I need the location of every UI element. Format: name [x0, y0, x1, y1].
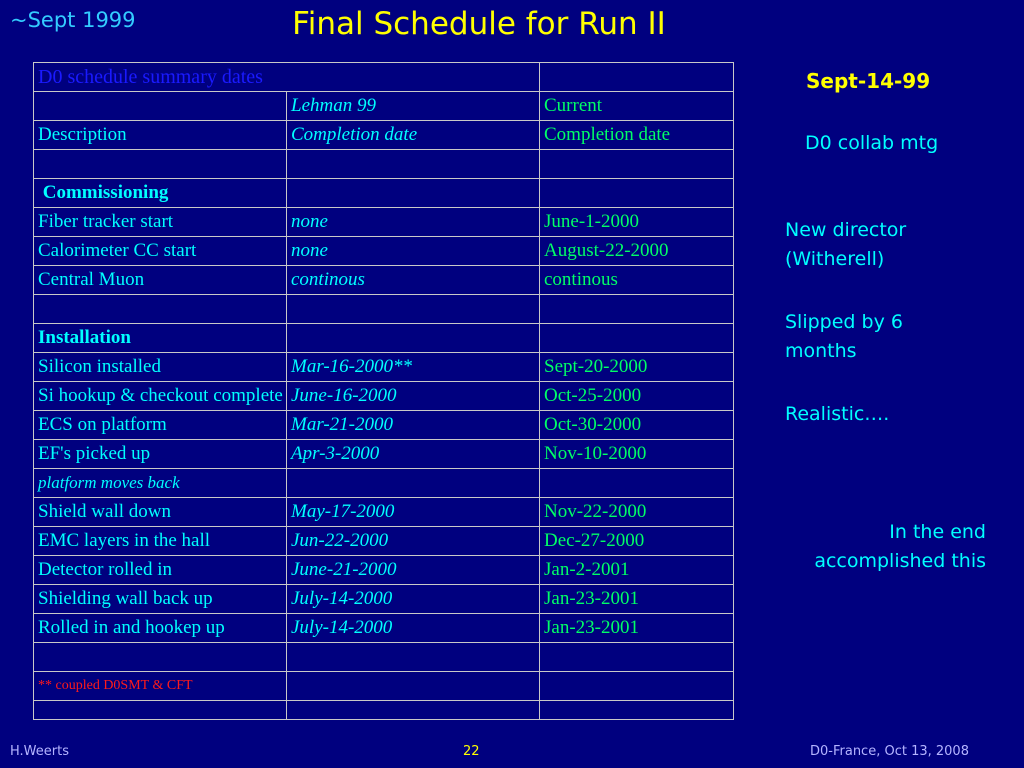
row-lehman: none — [287, 237, 540, 266]
table-row — [34, 440, 734, 469]
row-lehman: June-21-2000 — [287, 556, 540, 585]
row-current: Oct-30-2000 — [540, 411, 734, 440]
footnote: ** coupled D0SMT & CFT — [34, 672, 287, 701]
slide-title: Final Schedule for Run II — [292, 6, 666, 42]
slipped-line: months — [785, 340, 857, 362]
empty-row — [34, 295, 734, 324]
row-current: continous — [540, 266, 734, 295]
row-current: Sept-20-2000 — [540, 353, 734, 382]
row-current: Jan-23-2001 — [540, 614, 734, 643]
table-row — [34, 585, 734, 614]
accomplished-note — [760, 518, 986, 576]
row-lehman: Mar-21-2000 — [287, 411, 540, 440]
header-row — [34, 121, 734, 150]
row-description: EF's picked up — [34, 440, 287, 469]
corner-date: ~Sept 1999 — [10, 8, 136, 32]
row-description: Shield wall down — [34, 498, 287, 527]
realistic-note: Realistic…. — [785, 403, 890, 425]
row-current: Jan-2-2001 — [540, 556, 734, 585]
meeting-date: Sept-14-99 — [806, 69, 931, 93]
table-title-row — [34, 63, 734, 92]
slipped-note — [785, 308, 903, 366]
header-cell-current: Current — [540, 92, 734, 121]
row-lehman: none — [287, 208, 540, 237]
row-lehman: continous — [287, 266, 540, 295]
row-current: Nov-10-2000 — [540, 440, 734, 469]
row-lehman: July-14-2000 — [287, 585, 540, 614]
schedule-table — [33, 62, 734, 720]
slipped-line: Slipped by 6 — [785, 311, 903, 333]
header-cell-lehman-completion: Completion date — [287, 121, 540, 150]
table-row — [34, 527, 734, 556]
table-row — [34, 266, 734, 295]
accomplished-line: In the end — [889, 521, 986, 543]
director-line: New director — [785, 219, 907, 241]
table-row — [34, 208, 734, 237]
row-current: Nov-22-2000 — [540, 498, 734, 527]
row-current: Jan-23-2001 — [540, 585, 734, 614]
row-current: Dec-27-2000 — [540, 527, 734, 556]
platform-moves-label: platform moves back — [34, 469, 287, 498]
footer-author: H.Weerts — [10, 744, 69, 759]
table-row — [34, 237, 734, 266]
row-description: Fiber tracker start — [34, 208, 287, 237]
row-lehman: Mar-16-2000** — [287, 353, 540, 382]
table-row — [34, 614, 734, 643]
row-description: Shielding wall back up — [34, 585, 287, 614]
empty-row — [34, 643, 734, 672]
header-cell-current-completion: Completion date — [540, 121, 734, 150]
row-description: ECS on platform — [34, 411, 287, 440]
table-title: D0 schedule summary dates — [34, 63, 540, 92]
subsection-row — [34, 469, 734, 498]
empty-row — [34, 701, 734, 720]
row-lehman: July-14-2000 — [287, 614, 540, 643]
row-current: June-1-2000 — [540, 208, 734, 237]
row-description: Si hookup & checkout complete — [34, 382, 287, 411]
row-description: Central Muon — [34, 266, 287, 295]
row-lehman: Apr-3-2000 — [287, 440, 540, 469]
header-cell-lehman: Lehman 99 — [287, 92, 540, 121]
table-row — [34, 411, 734, 440]
row-description: Silicon installed — [34, 353, 287, 382]
header-cell — [34, 92, 287, 121]
row-current: August-22-2000 — [540, 237, 734, 266]
row-lehman: May-17-2000 — [287, 498, 540, 527]
row-description: Rolled in and hookep up — [34, 614, 287, 643]
table-row — [34, 556, 734, 585]
section-row — [34, 324, 734, 353]
section-label: Commissioning — [42, 182, 169, 203]
table-row — [34, 498, 734, 527]
row-description: EMC layers in the hall — [34, 527, 287, 556]
footer-event: D0-France, Oct 13, 2008 — [810, 744, 969, 759]
footnote-row — [34, 672, 734, 701]
section-row — [34, 179, 734, 208]
director-name: (Witherell) — [785, 248, 885, 270]
row-description: Detector rolled in — [34, 556, 287, 585]
row-lehman: June-16-2000 — [287, 382, 540, 411]
row-lehman: Jun-22-2000 — [287, 527, 540, 556]
collab-meeting-note: D0 collab mtg — [805, 132, 939, 154]
header-cell-description: Description — [34, 121, 287, 150]
row-current: Oct-25-2000 — [540, 382, 734, 411]
empty-row — [34, 150, 734, 179]
accomplished-line: accomplished this — [814, 550, 986, 572]
director-note — [785, 216, 906, 274]
table-row — [34, 353, 734, 382]
page-number: 22 — [463, 744, 480, 759]
row-description: Calorimeter CC start — [34, 237, 287, 266]
empty-cell — [540, 63, 734, 92]
section-commissioning — [34, 179, 287, 208]
table-row — [34, 382, 734, 411]
section-installation: Installation — [34, 324, 287, 353]
header-row — [34, 92, 734, 121]
